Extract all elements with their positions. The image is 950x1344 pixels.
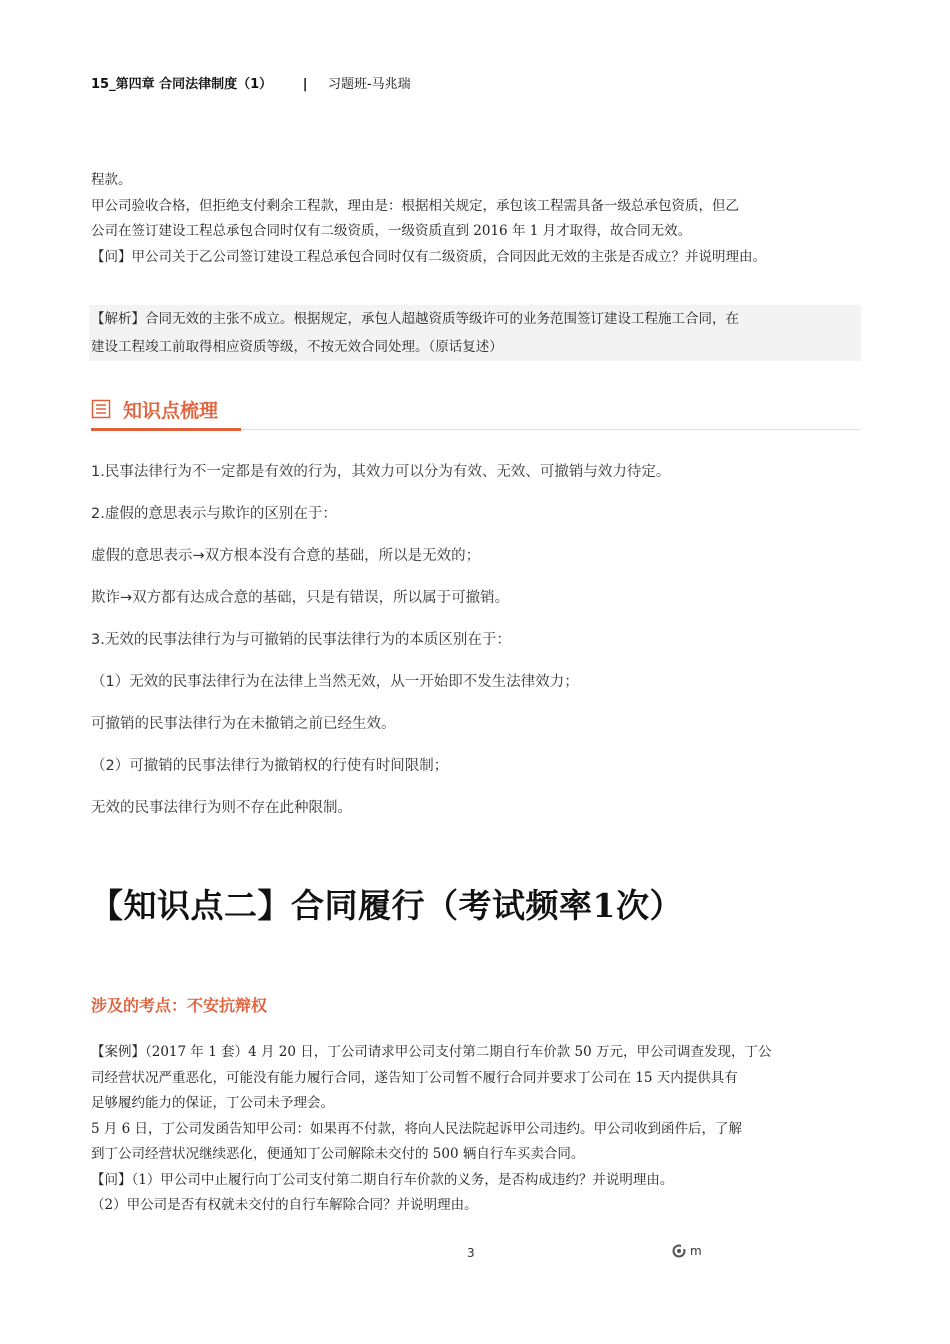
case-line: 程款。 <box>91 172 132 188</box>
knowledge-point: 可撤销的民事法律行为在未撤销之前已经生效。 <box>91 716 396 732</box>
section-underline <box>91 428 241 431</box>
knowledge-point: （1）无效的民事法律行为在法律上当然无效，从一开始即不发生法律效力； <box>91 674 579 690</box>
knowledge-points <box>91 459 871 837</box>
knowledge-point: 虚假的意思表示→双方根本没有合意的基础，所以是无效的； <box>91 548 481 564</box>
case-line: 到丁公司经营状况继续恶化，便通知丁公司解除未交付的 500 辆自行车买卖合同。 <box>91 1146 585 1162</box>
main-heading: 【知识点二】合同履行（考试频率1次） <box>90 886 683 925</box>
analysis-line: 【解析】合同无效的主张不成立。根据规定，承包人超越资质等级许可的业务范围签订建设工程施工合同，在 <box>91 311 739 327</box>
list-icon <box>91 399 111 419</box>
case-line: 5 月 6 日，丁公司发函告知甲公司：如果再不付款，将向人民法院起诉甲公司违约。甲公司收到函件后，了解 <box>91 1120 743 1137</box>
knowledge-point: 1.民事法律行为不一定都是有效的行为，其效力可以分为有效、无效、可撤销与效力待定。 <box>91 464 671 480</box>
case-one <box>91 168 871 270</box>
knowledge-point: 无效的民事法律行为则不存在此种限制。 <box>91 800 352 816</box>
knowledge-point: （2）可撤销的民事法律行为撤销权的行使有时间限制； <box>91 758 449 774</box>
header-course: 习题班-马兆瑞 <box>327 77 411 92</box>
knowledge-point: 3.无效的民事法律行为与可撤销的民事法律行为的本质区别在于： <box>91 632 511 648</box>
header-chapter: 15_第四章 合同法律制度（1） <box>91 77 273 92</box>
case-two <box>91 1040 871 1219</box>
page-header <box>91 73 411 92</box>
question-line: （2）甲公司是否有权就未交付的自行车解除合同？并说明理由。 <box>91 1197 478 1213</box>
header-separator: | <box>302 77 308 92</box>
case-line: 公司在签订建设工程总承包合同时仅有二级资质，一级资质直到 2016 年 1 月才取得，故合同无效。 <box>91 223 692 239</box>
analysis-line: 建设工程竣工前取得相应资质等级，不按无效合同处理。（原话复述） <box>91 339 503 355</box>
case-line: 甲公司验收合格，但拒绝支付剩余工程款，理由是：根据相关规定，承包该工程需具备一级总承包资质，但乙 <box>91 197 739 214</box>
sub-heading: 涉及的考点：不安抗辩权 <box>91 996 268 1015</box>
brand-logo-icon <box>672 1244 686 1258</box>
logo-text: m <box>690 1244 702 1258</box>
question-line: 【问】甲公司关于乙公司签订建设工程总承包合同时仅有二级资质，合同因此无效的主张是否成立？并说明理由。 <box>91 248 766 265</box>
section-header <box>91 394 218 424</box>
section-title: 知识点梳理 <box>123 399 219 422</box>
knowledge-point: 欺诈→双方都有达成合意的基础，只是有错误，所以属于可撤销。 <box>91 590 510 606</box>
analysis-box <box>89 305 861 361</box>
page-number: 3 <box>467 1246 475 1260</box>
knowledge-point: 2.虚假的意思表示与欺诈的区别在于： <box>91 506 337 522</box>
question-line: 【问】（1）甲公司中止履行向丁公司支付第二期自行车价款的义务，是否构成违约？并说明理由。 <box>91 1171 674 1188</box>
case-line: 足够履约能力的保证，丁公司未予理会。 <box>91 1095 334 1111</box>
case-line: 【案例】（2017 年 1 套）4 月 20 日，丁公司请求甲公司支付第二期自行车价款 50 万元，甲公司调查发现，丁公 <box>91 1044 772 1060</box>
case-line: 司经营状况严重恶化，可能没有能力履行合同，遂告知丁公司暂不履行合同并要求丁公司在 15 天内提供具有 <box>91 1069 738 1086</box>
footer-logo <box>672 1244 702 1258</box>
